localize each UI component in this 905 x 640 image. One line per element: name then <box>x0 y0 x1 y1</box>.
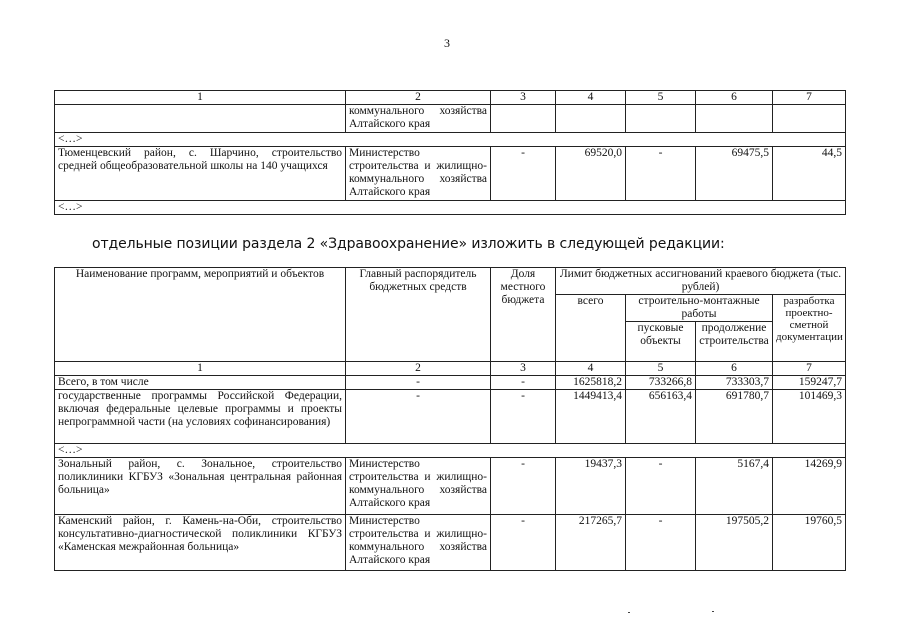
col-num-3: 3 <box>491 91 556 105</box>
table-row <box>55 458 846 515</box>
launch-cell: - <box>626 147 696 201</box>
col-num-4: 4 <box>556 362 626 376</box>
col-num-6: 6 <box>696 362 773 376</box>
col-num-1: 1 <box>55 91 346 105</box>
launch-cell: 656163,4 <box>626 390 696 444</box>
total-cell: 1625818,2 <box>556 376 626 390</box>
table-continuation <box>54 90 846 215</box>
design-cell: 159247,7 <box>773 376 846 390</box>
launch-cell: - <box>626 515 696 571</box>
local-share-cell: - <box>491 458 556 515</box>
local-share-cell: - <box>491 376 556 390</box>
name-cell: Каменский район, г. Камень-на-Оби, строительство консультативно-диагностической поликлиники КГБУЗ «Каменская межрайонная больница» <box>55 515 346 571</box>
ellipsis-row <box>55 201 846 215</box>
continue-cell: 197505,2 <box>696 515 773 571</box>
name-cell: Тюменцевский район, с. Шарчино, строительство средней общеобразовательной школы на 140 учащихся <box>55 147 346 201</box>
design-cell: 101469,3 <box>773 390 846 444</box>
col-num-6: 6 <box>696 91 773 105</box>
column-number-row <box>55 362 846 376</box>
col-num-2: 2 <box>346 362 491 376</box>
header-limit: Лимит бюджетных ассигнований краевого бюджета (тыс. рублей) <box>556 268 846 295</box>
admin-cell: - <box>346 390 491 444</box>
header-total: всего <box>556 295 626 362</box>
design-cell: 19760,5 <box>773 515 846 571</box>
continue-cell: 733303,7 <box>696 376 773 390</box>
admin-cell: Министерство строительства и жилищно-коммунального хозяйства Алтайского края <box>346 515 491 571</box>
local-share-cell: - <box>491 390 556 444</box>
col-num-7: 7 <box>773 362 846 376</box>
header-launch: пусковые объекты <box>626 322 696 362</box>
table-row <box>55 390 846 444</box>
ellipsis: <…> <box>55 444 846 458</box>
continue-cell: 691780,7 <box>696 390 773 444</box>
ellipsis-row <box>55 133 846 147</box>
col-num-2: 2 <box>346 91 491 105</box>
header-admin: Главный распорядитель бюджетных средств <box>346 268 491 362</box>
name-cell: Всего, в том числе <box>55 376 346 390</box>
local-share-cell: - <box>491 515 556 571</box>
continue-cell: 5167,4 <box>696 458 773 515</box>
header-works: строительно-монтажные работы <box>626 295 773 322</box>
page-number: 3 <box>444 36 450 50</box>
ellipsis: <…> <box>55 133 846 147</box>
scan-speck <box>712 611 714 612</box>
total-cell: 19437,3 <box>556 458 626 515</box>
scan-speck <box>628 612 630 613</box>
health-table <box>54 267 846 571</box>
col-num-5: 5 <box>626 362 696 376</box>
header-local-share: Доля местного бюджета <box>491 268 556 362</box>
col-num-5: 5 <box>626 91 696 105</box>
table-row <box>55 105 846 133</box>
header-design: разработка проектно-сметной документации <box>773 295 846 362</box>
admin-cell: - <box>346 376 491 390</box>
design-cell: 44,5 <box>773 147 846 201</box>
ellipsis-row <box>55 444 846 458</box>
continue-cell: 69475,5 <box>696 147 773 201</box>
amendment-paragraph: отдельные позиции раздела 2 «Здравоохранение» изложить в следующей редакции: <box>92 236 725 252</box>
launch-cell: 733266,8 <box>626 376 696 390</box>
col-num-1: 1 <box>55 362 346 376</box>
admin-cell: Министерство строительства и жилищно-коммунального хозяйства Алтайского края <box>346 458 491 515</box>
table-row <box>55 147 846 201</box>
name-cell: Зональный район, с. Зональное, строительство поликлиники КГБУЗ «Зональная центральная районная больница» <box>55 458 346 515</box>
col-num-3: 3 <box>491 362 556 376</box>
admin-cell: коммунального хозяйства Алтайского края <box>346 105 491 133</box>
design-cell: 14269,9 <box>773 458 846 515</box>
total-cell: 1449413,4 <box>556 390 626 444</box>
ellipsis: <…> <box>55 201 846 215</box>
header-continue: продолжение строительства <box>696 322 773 362</box>
column-number-row <box>55 91 846 105</box>
local-share-cell: - <box>491 147 556 201</box>
col-num-7: 7 <box>773 91 846 105</box>
table-row <box>55 376 846 390</box>
header-name: Наименование программ, мероприятий и объектов <box>55 268 346 362</box>
total-cell: 69520,0 <box>556 147 626 201</box>
launch-cell: - <box>626 458 696 515</box>
total-cell: 217265,7 <box>556 515 626 571</box>
admin-cell: Министерство строительства и жилищно-коммунального хозяйства Алтайского края <box>346 147 491 201</box>
col-num-4: 4 <box>556 91 626 105</box>
name-cell: государственные программы Российской Федерации, включая федеральные целевые программы и проекты непрограммной части (на условиях софинансирования) <box>55 390 346 444</box>
table-row <box>55 515 846 571</box>
